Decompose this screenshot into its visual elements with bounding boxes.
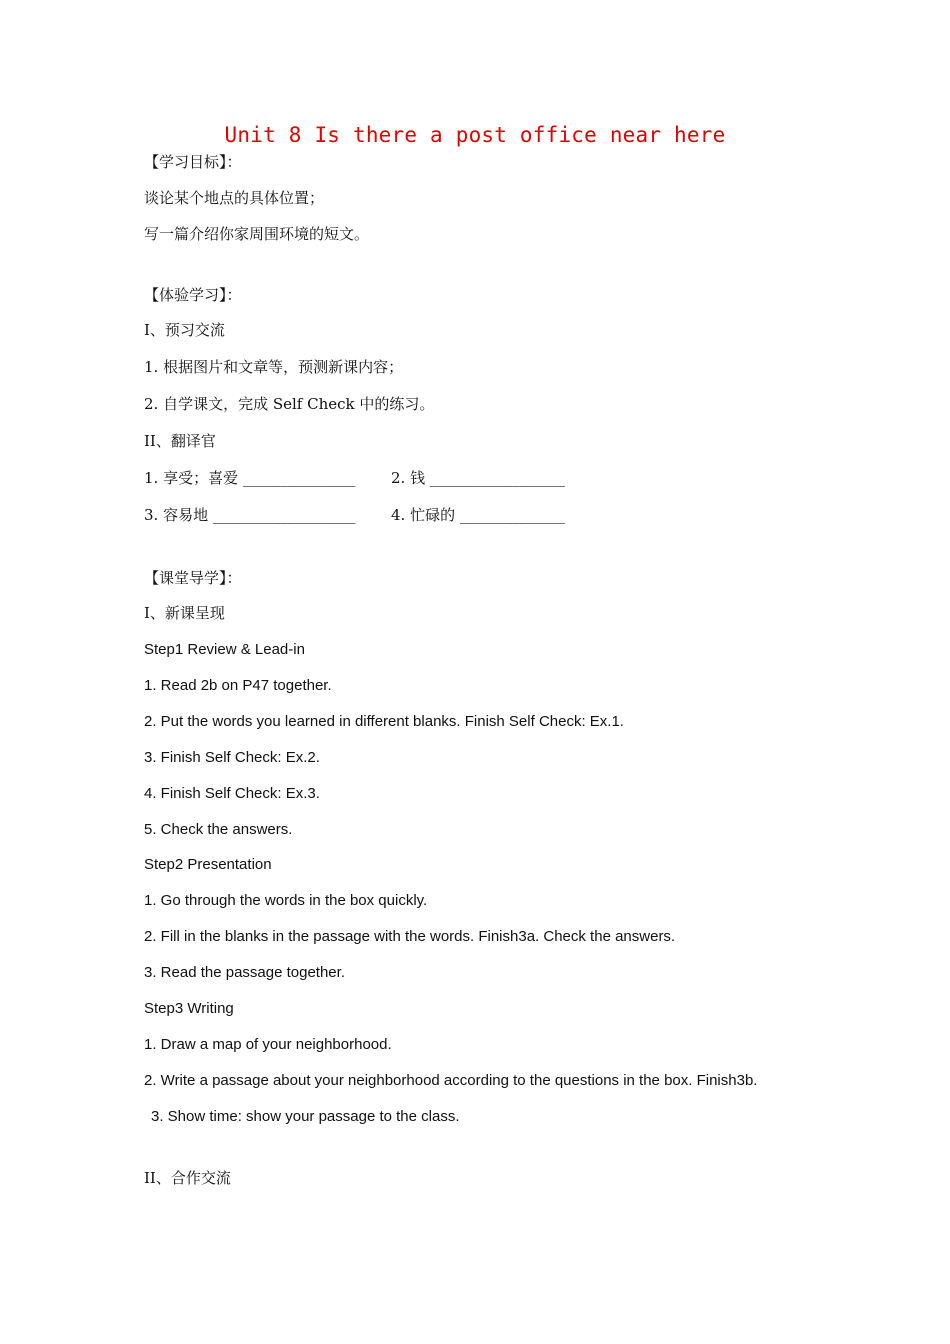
step1-item: 4. Finish Self Check: Ex.3.: [144, 785, 320, 802]
translation-item: 3. 容易地 ___________________: [144, 506, 356, 524]
experience-heading: 【体验学习】：: [144, 286, 242, 304]
preview-item: 2. 自学课文，完成 Self Check 中的练习。: [144, 395, 435, 413]
step1-item: 5. Check the answers.: [144, 821, 293, 838]
step1-item: 1. Read 2b on P47 together.: [144, 677, 332, 694]
step3-item: 2. Write a passage about your neighborhood according to the questions in the box. Finish3b.: [144, 1072, 758, 1089]
preview-item: 1. 根据图片和文章等，预测新课内容；: [144, 358, 404, 376]
step2-heading: Step2 Presentation: [144, 856, 272, 873]
section-cooperation: II、合作交流: [144, 1169, 231, 1187]
step3-item: 3. Show time: show your passage to the class.: [151, 1108, 460, 1125]
classroom-heading: 【课堂导学】：: [144, 569, 242, 587]
step2-item: 1. Go through the words in the box quickly.: [144, 892, 428, 909]
translation-item: 4. 忙碌的 ______________: [391, 506, 565, 524]
section-preview: I、预习交流: [144, 321, 225, 339]
translation-item: 2. 钱 __________________: [391, 469, 565, 487]
step1-item: 3. Finish Self Check: Ex.2.: [144, 749, 320, 766]
translation-item: 1. 享受；喜爱 _______________: [144, 469, 356, 487]
objective-item: 谈论某个地点的具体位置；: [144, 189, 325, 207]
step1-item: 2. Put the words you learned in different blanks. Finish Self Check: Ex.1.: [144, 713, 624, 730]
step2-item: 2. Fill in the blanks in the passage with the words. Finish3a. Check the answers.: [144, 928, 676, 945]
step2-item: 3. Read the passage together.: [144, 964, 345, 981]
step1-heading: Step1 Review & Lead-in: [144, 641, 305, 658]
section-new-lesson: I、新课呈现: [144, 604, 225, 622]
step3-item: 1. Draw a map of your neighborhood.: [144, 1036, 392, 1053]
step3-heading: Step3 Writing: [144, 1000, 234, 1017]
page-title: Unit 8 Is there a post office near here: [224, 123, 726, 147]
objective-item: 写一篇介绍你家周围环境的短文。: [144, 225, 370, 243]
objectives-heading: 【学习目标】：: [144, 153, 242, 171]
section-translator: II、翻译官: [144, 432, 216, 450]
